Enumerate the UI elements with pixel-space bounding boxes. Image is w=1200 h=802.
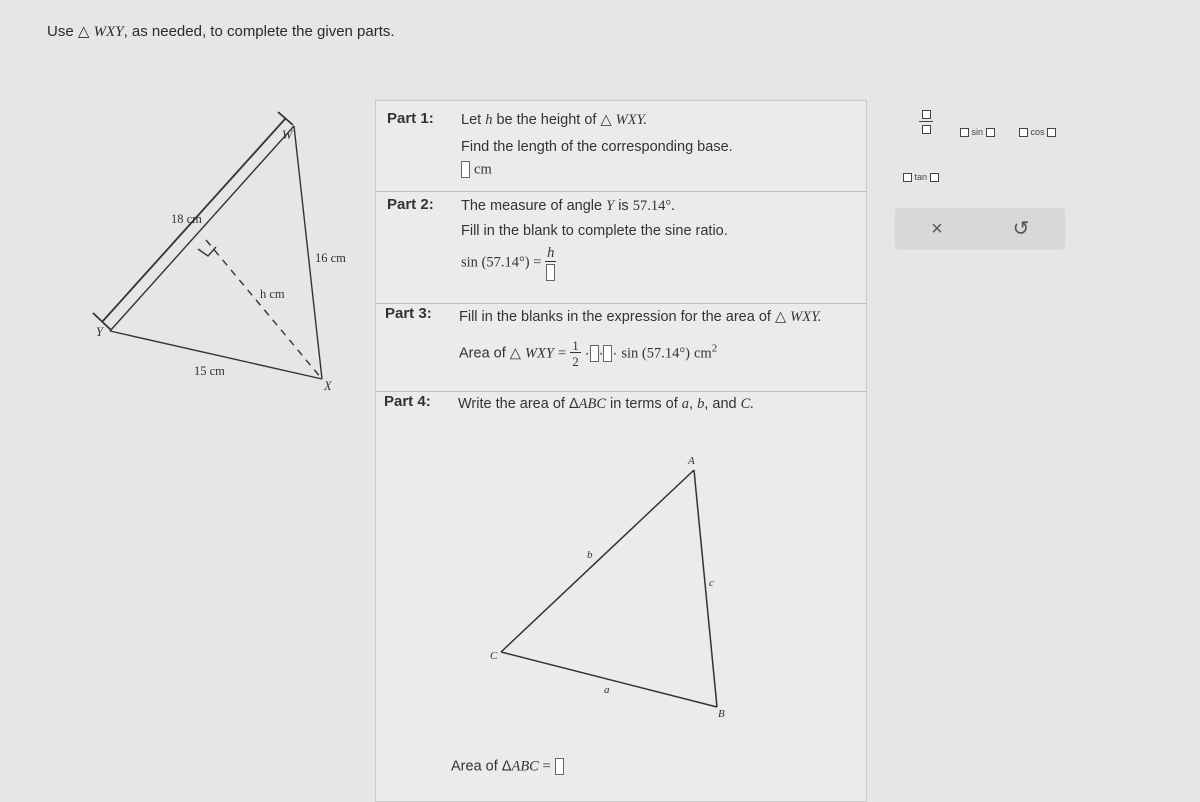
height-label: h cm xyxy=(260,287,285,301)
sine-denominator-input[interactable] xyxy=(546,264,555,281)
part-2-instruction: Fill in the blank to complete the sine ratio. xyxy=(461,223,728,239)
instruction-text: Use △ WXY, as needed, to complete the given parts. xyxy=(47,23,395,40)
part-3-prompt: Fill in the blanks in the expression for the area of △ WXY. xyxy=(459,309,822,325)
triangle-abc-figure xyxy=(476,451,736,721)
side-b-label: b xyxy=(587,549,593,561)
area-expression: Area of △ WXY = $\frac{1}{2}$ · · · sin (57.14°) $cm^2$ xyxy=(459,338,718,369)
vertex-c-label: C xyxy=(490,650,498,662)
sin-button[interactable]: sin xyxy=(960,127,995,137)
fraction-numerator-icon xyxy=(922,110,931,119)
side-a-label: a xyxy=(604,684,610,696)
action-bar xyxy=(895,208,1065,250)
side-b xyxy=(501,470,694,652)
part-1-prompt: Let h be the height of △ WXY. xyxy=(461,112,647,128)
part-4-prompt: Write the area of ΔABC in terms of a, b, and C. xyxy=(458,396,754,412)
part-3 xyxy=(376,303,866,392)
part-2 xyxy=(376,191,866,304)
vertex-a-label: A xyxy=(688,455,695,467)
tan-button[interactable]: tan xyxy=(903,172,939,182)
fraction-button[interactable] xyxy=(919,109,933,134)
cos-button[interactable]: cos xyxy=(1019,127,1056,137)
part-4 xyxy=(376,391,866,801)
triangle-wxy-figure xyxy=(60,100,370,400)
part-2-label: Part 2: xyxy=(387,196,434,213)
part-4-label: Part 4: xyxy=(384,393,431,410)
part-1-answer: cm xyxy=(461,161,492,178)
side-yx-label: 15 cm xyxy=(194,364,225,378)
vertex-x-label: X xyxy=(324,379,332,393)
question-panel xyxy=(375,100,867,802)
math-toolbar xyxy=(895,105,1070,255)
clear-icon[interactable]: × xyxy=(931,218,943,240)
vertex-b-label: B xyxy=(718,708,725,720)
side-c-label: c xyxy=(709,577,714,589)
part-1 xyxy=(376,101,866,192)
right-angle-marker xyxy=(198,247,216,256)
undo-icon[interactable]: ↺ xyxy=(1012,218,1030,240)
area-side-1-input[interactable] xyxy=(590,345,599,362)
side-wy-label: 18 cm xyxy=(171,212,202,226)
height-line xyxy=(206,240,322,379)
vertex-y-label: Y xyxy=(96,325,103,339)
part-3-label: Part 3: xyxy=(385,305,432,322)
side-wx-label: 16 cm xyxy=(315,251,346,265)
base-length-input[interactable] xyxy=(461,161,470,178)
part-2-prompt: The measure of angle Y is 57.14°. xyxy=(461,198,675,214)
part-1-instruction: Find the length of the corresponding base. xyxy=(461,139,733,155)
vertex-w-label: W xyxy=(282,128,293,142)
fraction-denominator-icon xyxy=(922,125,931,134)
area-abc-input[interactable] xyxy=(555,758,564,775)
part-1-label: Part 1: xyxy=(387,110,434,127)
sine-ratio-equation: sin (57.14°) = h xyxy=(461,246,556,281)
side-a xyxy=(501,652,717,707)
part-4-answer: Area of ΔABC = xyxy=(451,758,564,775)
